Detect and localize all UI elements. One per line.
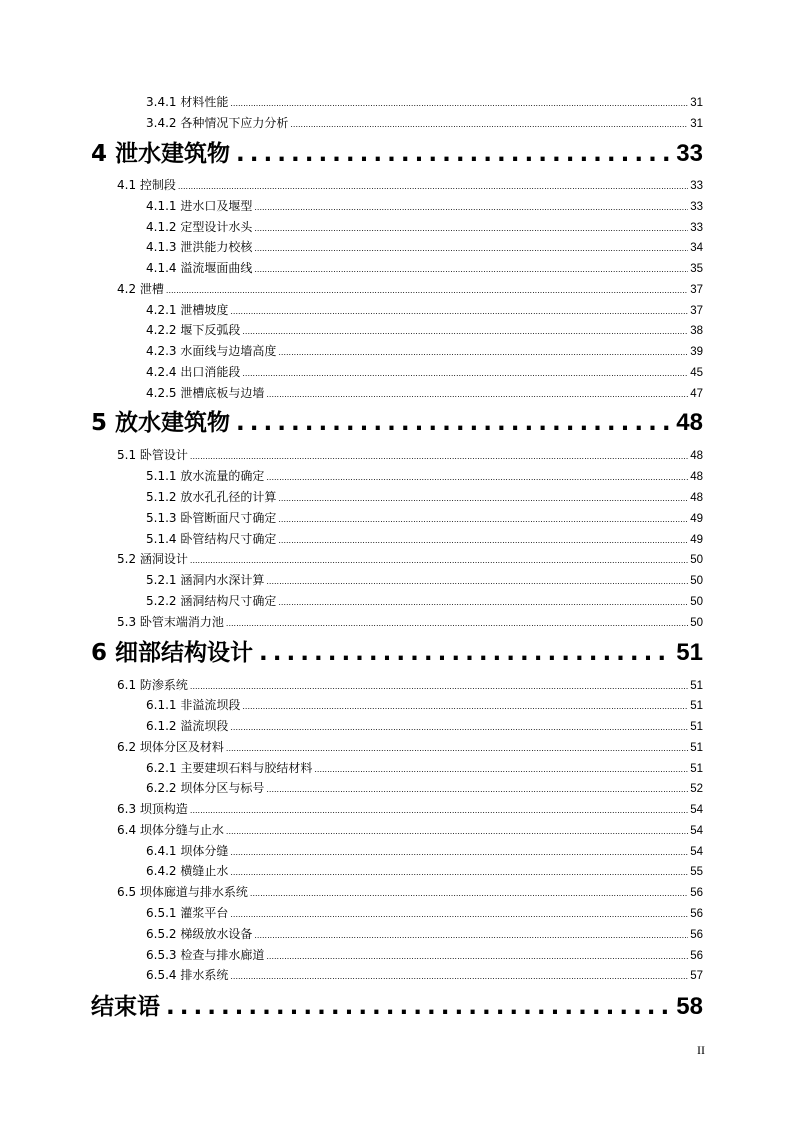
toc-entry-title: 6.2.2 坝体分区与标号 xyxy=(146,781,265,795)
toc-entry[interactable] xyxy=(146,343,703,361)
toc-entry-title: 6.5.3 检查与排水廊道 xyxy=(146,948,265,962)
dot-leader xyxy=(278,512,688,528)
toc-entry-title: 4.1 控制段 xyxy=(117,178,176,192)
dot-leader xyxy=(314,762,688,778)
toc-entry[interactable] xyxy=(146,760,703,778)
dot-leader xyxy=(190,449,688,465)
toc-entry-title: 5.1.1 放水流量的确定 xyxy=(146,469,265,483)
toc-entry[interactable] xyxy=(146,94,703,112)
dot-leader xyxy=(254,221,688,237)
toc-entry-title: 4.2.3 水面线与边墙高度 xyxy=(146,344,277,358)
toc-entry-title: 5.1.4 卧管结构尺寸确定 xyxy=(146,532,277,546)
dot-leader xyxy=(242,699,688,715)
toc-entry[interactable] xyxy=(146,863,703,881)
dot-leader xyxy=(230,865,688,881)
toc-entry-title: 5.1.2 放水孔孔径的计算 xyxy=(146,490,277,504)
toc-entry[interactable] xyxy=(146,385,703,403)
toc-entry-page: 51 xyxy=(690,680,703,692)
toc-entry-title: 6.4.2 横缝止水 xyxy=(146,864,229,878)
dot-leader xyxy=(230,907,688,923)
toc-entry-page: 48 xyxy=(690,450,703,462)
toc-entry-page: 51 xyxy=(690,700,703,712)
toc-entry-page: 35 xyxy=(690,263,703,275)
dot-leader xyxy=(290,117,688,133)
toc-entry-page: 33 xyxy=(690,201,703,213)
toc-entry[interactable] xyxy=(146,510,703,528)
toc-entry-page: 51 xyxy=(690,742,703,754)
toc-entry-title: 4.2.1 泄槽坡度 xyxy=(146,303,229,317)
toc-chapter-title: 结束语 xyxy=(91,994,160,1020)
toc-entry[interactable] xyxy=(146,780,703,798)
toc-entry[interactable] xyxy=(117,551,703,569)
toc-chapter-entry[interactable] xyxy=(91,139,703,169)
toc-entry-title: 4.1.2 定型设计水头 xyxy=(146,220,253,234)
toc-entry[interactable] xyxy=(117,447,703,465)
toc-chapter-page: 48 xyxy=(676,409,703,436)
toc-entry-title: 6.1 防渗系统 xyxy=(117,678,188,692)
toc-chapter-page: 51 xyxy=(676,639,703,666)
toc-entry-page: 50 xyxy=(690,575,703,587)
toc-entry-page: 52 xyxy=(690,783,703,795)
dot-leader xyxy=(266,782,688,798)
toc-entry-page: 33 xyxy=(690,222,703,234)
toc-entry-title: 5.3 卧管末端消力池 xyxy=(117,615,224,629)
toc-entry[interactable] xyxy=(146,926,703,944)
toc-entry-page: 33 xyxy=(690,180,703,192)
toc-entry-page: 56 xyxy=(690,950,703,962)
toc-entry[interactable] xyxy=(117,739,703,757)
dot-leader xyxy=(236,139,672,169)
dot-leader xyxy=(242,366,688,382)
dot-leader xyxy=(266,387,688,403)
dot-leader xyxy=(254,262,688,278)
toc-chapter-title: 6 细部结构设计 xyxy=(91,640,254,666)
toc-chapter-entry[interactable] xyxy=(91,992,703,1022)
toc-entry[interactable] xyxy=(146,364,703,382)
toc-entry-page: 54 xyxy=(690,846,703,858)
dot-leader xyxy=(230,845,688,861)
toc-entry-title: 5.2.2 涵洞结构尺寸确定 xyxy=(146,594,277,608)
toc-entry-page: 56 xyxy=(690,929,703,941)
dot-leader xyxy=(278,345,688,361)
toc-entry[interactable] xyxy=(146,947,703,965)
toc-entry-title: 5.1.3 卧管断面尺寸确定 xyxy=(146,511,277,525)
toc-entry[interactable] xyxy=(146,219,703,237)
dot-leader xyxy=(242,324,688,340)
dot-leader xyxy=(254,200,688,216)
toc-entry-title: 4.2 泄槽 xyxy=(117,282,164,296)
toc-entry-page: 48 xyxy=(690,471,703,483)
toc-entry[interactable] xyxy=(117,614,703,632)
toc-entry-title: 3.4.1 材料性能 xyxy=(146,95,229,109)
toc-entry-title: 6.1.2 溢流坝段 xyxy=(146,719,229,733)
toc-entry-title: 6.5.2 梯级放水设备 xyxy=(146,927,253,941)
toc-entry-title: 4.1.3 泄洪能力校核 xyxy=(146,240,253,254)
dot-leader xyxy=(230,96,688,112)
dot-leader xyxy=(226,741,688,757)
toc-entry[interactable] xyxy=(146,239,703,257)
toc-entry-title: 6.5.1 灌浆平台 xyxy=(146,906,229,920)
toc-chapter-entry[interactable] xyxy=(91,408,703,438)
toc-entry-page: 51 xyxy=(690,763,703,775)
toc-entry-page: 54 xyxy=(690,825,703,837)
toc-entry-page: 38 xyxy=(690,325,703,337)
toc-entry[interactable] xyxy=(117,281,703,299)
toc-entry-page: 56 xyxy=(690,887,703,899)
toc-entry[interactable] xyxy=(146,843,703,861)
toc-chapter-title: 5 放水建筑物 xyxy=(91,410,231,436)
toc-entry-page: 56 xyxy=(690,908,703,920)
toc-entry[interactable] xyxy=(146,260,703,278)
toc-entry-title: 4.1.4 溢流堰面曲线 xyxy=(146,261,253,275)
toc-entry-page: 51 xyxy=(690,721,703,733)
toc-entry[interactable] xyxy=(146,302,703,320)
page-number: II xyxy=(697,1043,705,1057)
toc-entry[interactable] xyxy=(146,718,703,736)
toc-entry[interactable] xyxy=(146,697,703,715)
toc-entry[interactable] xyxy=(146,468,703,486)
toc-entry-title: 4.1.1 进水口及堰型 xyxy=(146,199,253,213)
toc-entry-title: 6.5 坝体廊道与排水系统 xyxy=(117,885,248,899)
toc-entry[interactable] xyxy=(146,572,703,590)
dot-leader xyxy=(230,304,688,320)
toc-entry-title: 5.2 涵洞设计 xyxy=(117,552,188,566)
toc-entry-title: 6.4.1 坝体分缝 xyxy=(146,844,229,858)
toc-chapter-page: 58 xyxy=(676,993,703,1020)
toc-entry-page: 49 xyxy=(690,534,703,546)
toc-entry-page: 50 xyxy=(690,596,703,608)
toc-entry-page: 31 xyxy=(690,97,703,109)
dot-leader xyxy=(266,574,688,590)
toc-entry[interactable] xyxy=(146,967,703,985)
dot-leader xyxy=(190,679,688,695)
dot-leader xyxy=(166,992,672,1022)
dot-leader xyxy=(226,616,688,632)
dot-leader xyxy=(254,241,688,257)
toc-entry-title: 4.2.4 出口消能段 xyxy=(146,365,241,379)
toc-entry-title: 4.2.5 泄槽底板与边墙 xyxy=(146,386,265,400)
toc-entry[interactable] xyxy=(146,593,703,611)
toc-entry[interactable] xyxy=(146,905,703,923)
toc-entry[interactable] xyxy=(117,822,703,840)
toc-entry-page: 47 xyxy=(690,388,703,400)
toc-entry-page: 55 xyxy=(690,866,703,878)
toc-entry[interactable] xyxy=(146,322,703,340)
toc-entry[interactable] xyxy=(146,531,703,549)
toc-entry-page: 34 xyxy=(690,242,703,254)
toc-entry-page: 57 xyxy=(690,970,703,982)
toc-entry[interactable] xyxy=(146,198,703,216)
dot-leader xyxy=(266,949,688,965)
toc-entry-title: 5.1 卧管设计 xyxy=(117,448,188,462)
dot-leader xyxy=(278,533,688,549)
toc-chapter-title: 4 泄水建筑物 xyxy=(91,141,231,167)
toc-entry-title: 6.1.1 非溢流坝段 xyxy=(146,698,241,712)
toc-entry-title: 5.2.1 涵洞内水深计算 xyxy=(146,573,265,587)
toc-entry-page: 48 xyxy=(690,492,703,504)
dot-leader xyxy=(178,179,688,195)
toc-entry[interactable] xyxy=(117,177,703,195)
dot-leader xyxy=(230,720,688,736)
dot-leader xyxy=(250,886,688,902)
toc-entry-title: 6.2.1 主要建坝石料与胶结材料 xyxy=(146,761,313,775)
toc-entry-page: 39 xyxy=(690,346,703,358)
toc-entry[interactable] xyxy=(117,884,703,902)
dot-leader xyxy=(278,491,688,507)
dot-leader xyxy=(226,824,688,840)
dot-leader xyxy=(259,638,672,668)
dot-leader xyxy=(254,928,688,944)
toc-entry[interactable] xyxy=(117,677,703,695)
toc-entry-title: 6.2 坝体分区及材料 xyxy=(117,740,224,754)
toc-chapter-entry[interactable] xyxy=(91,638,703,668)
toc-entry-title: 4.2.2 堰下反弧段 xyxy=(146,323,241,337)
toc-entry-title: 6.3 坝顶构造 xyxy=(117,802,188,816)
dot-leader xyxy=(190,553,688,569)
toc-entry-page: 54 xyxy=(690,804,703,816)
toc-entry-title: 3.4.2 各种情况下应力分析 xyxy=(146,116,289,130)
toc-entry-page: 37 xyxy=(690,284,703,296)
toc-entry-title: 6.4 坝体分缝与止水 xyxy=(117,823,224,837)
toc-chapter-page: 33 xyxy=(676,140,703,167)
toc-entry-page: 50 xyxy=(690,617,703,629)
dot-leader xyxy=(278,595,688,611)
toc-entry-title: 6.5.4 排水系统 xyxy=(146,968,229,982)
dot-leader xyxy=(266,470,688,486)
toc-entry-page: 45 xyxy=(690,367,703,379)
toc-entry-page: 49 xyxy=(690,513,703,525)
dot-leader xyxy=(166,283,688,299)
dot-leader xyxy=(236,408,672,438)
toc-entry-page: 37 xyxy=(690,305,703,317)
toc-entry-page: 50 xyxy=(690,554,703,566)
dot-leader xyxy=(230,969,688,985)
toc-entry[interactable] xyxy=(146,489,703,507)
dot-leader xyxy=(190,803,688,819)
toc-entry[interactable] xyxy=(146,115,703,133)
toc-entry-page: 31 xyxy=(690,118,703,130)
toc-entry[interactable] xyxy=(117,801,703,819)
